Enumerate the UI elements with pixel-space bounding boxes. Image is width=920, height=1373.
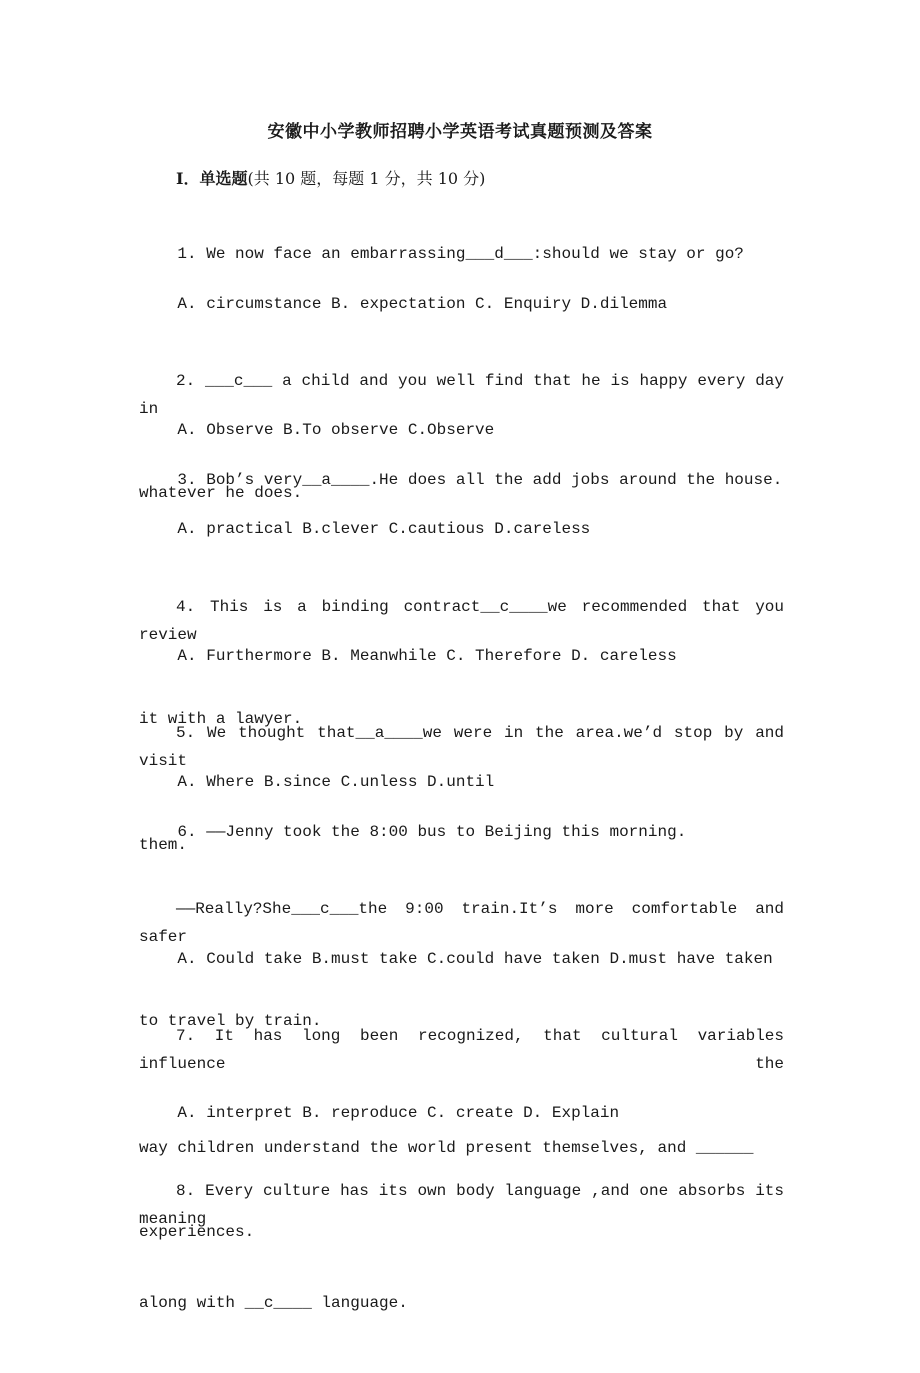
- section-note: (共 10 题，每题 1 分，共 10 分): [247, 169, 486, 188]
- question-reply-line: ——Really?She___c___the 9:00 train.It’s more comfortable and safer: [139, 900, 794, 946]
- section-label: Ⅰ．单选题: [176, 169, 248, 188]
- question-options: A. Observe B.To observe C.Observe: [177, 421, 495, 439]
- question-reply-line: to travel by train.: [139, 1012, 322, 1030]
- question-options: A. Furthermore B. Meanwhile C. Therefore D. careless: [177, 647, 677, 665]
- question-stem-line: 6. ——Jenny took the 8:00 bus to Beijing this morning.: [177, 823, 687, 841]
- question-options: A. practical B.clever C.cautious D.careless: [177, 520, 591, 538]
- question-stem-line: 2. ___c___ a child and you well find that he is happy every day in: [139, 372, 794, 418]
- question-stem-line: 3. Bob’s very__a____.He does all the add jobs around the house.: [177, 471, 783, 489]
- question-stem-line: along with __c____ language.: [139, 1294, 408, 1312]
- question-options: A. circumstance B. expectation C. Enquiry D.dilemma: [177, 295, 668, 313]
- question-stem-line: way children understand the world present themselves, and ______: [139, 1139, 754, 1157]
- section-heading: [176, 166, 485, 189]
- question-8-stem: [139, 1121, 794, 1373]
- question-stem-line: 5. We thought that__a____we were in the area.we’d stop by and visit: [139, 724, 794, 770]
- question-options: A. Could take B.must take C.could have taken D.must have taken: [177, 950, 773, 968]
- question-stem-line: it with a lawyer.: [139, 710, 303, 728]
- question-stem-line: 4. This is a binding contract__c____we recommended that you review: [139, 598, 794, 644]
- question-stem-line: experiences.: [139, 1223, 255, 1241]
- page-title: 安徽中小学教师招聘小学英语考试真题预测及答案: [267, 122, 653, 142]
- question-stem-line: whatever he does.: [139, 484, 303, 502]
- question-options: A. interpret B. reproduce C. create D. Explain: [177, 1104, 620, 1122]
- question-options: A. Where B.since C.unless D.until: [177, 773, 495, 791]
- question-stem-line: 7. It has long been recognized, that cultural variables influence the: [139, 1027, 794, 1073]
- question-stem-line: 1. We now face an embarrassing___d___:should we stay or go?: [177, 245, 744, 263]
- question-stem-line: 8. Every culture has its own body language ,and one absorbs its meaning: [139, 1182, 794, 1228]
- question-stem-line: them.: [139, 836, 188, 854]
